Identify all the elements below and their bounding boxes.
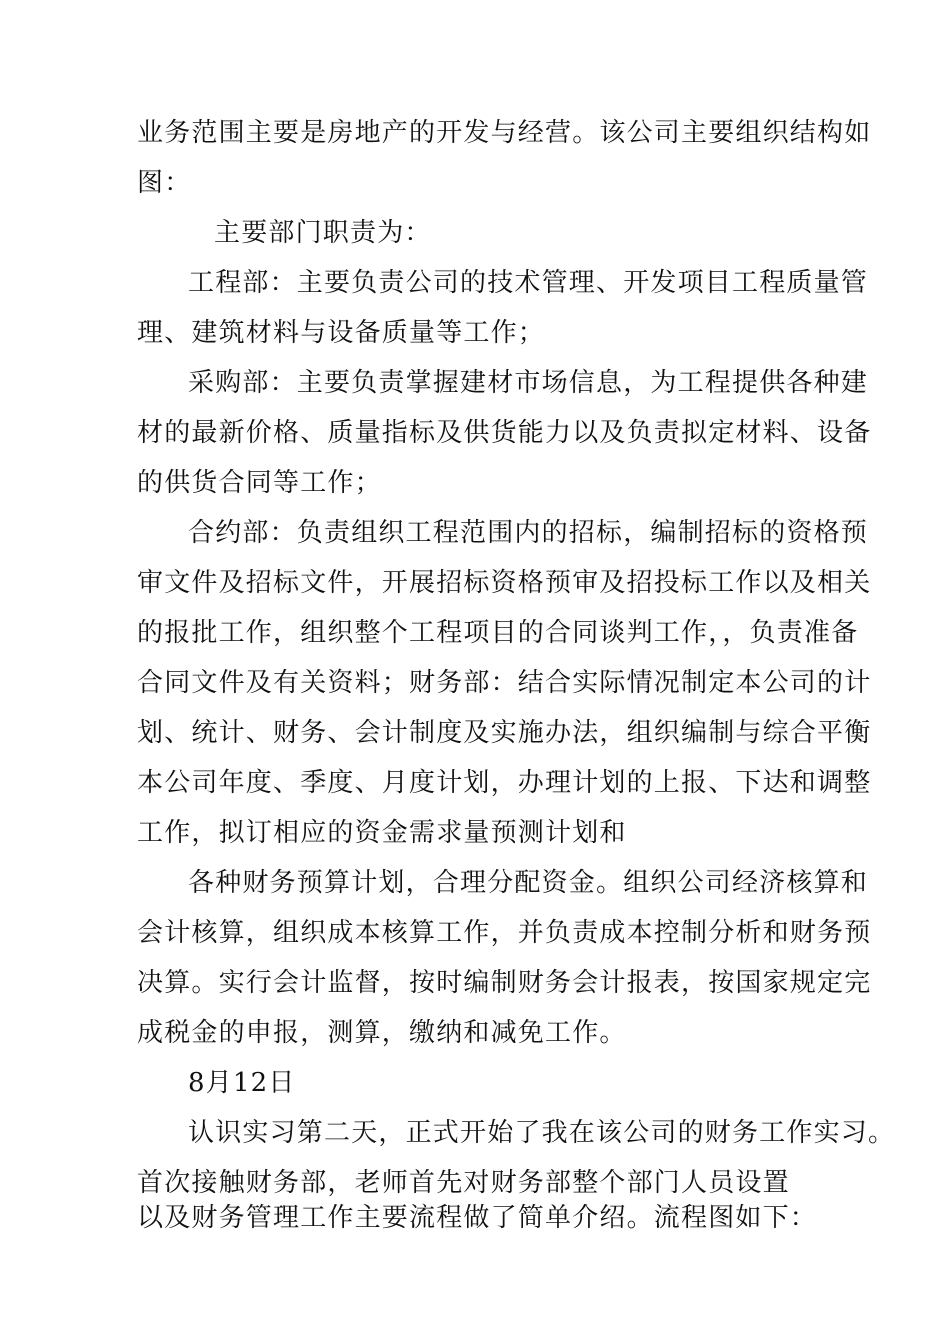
body-text-line: 工程部：主要负责公司的技术管理、开发项目工程质量管 (188, 268, 869, 298)
body-text-line: 成税金的申报，测算，缴纳和减免工作。 (137, 1018, 627, 1048)
body-text-line: 认识实习第二天，正式开始了我在该公司的财务工作实习。 (188, 1118, 896, 1148)
body-text-line: 审文件及招标文件，开展招标资格预审及招投标工作以及相关 (137, 568, 872, 598)
body-text-line: 各种财务预算计划，合理分配资金。组织公司经济核算和 (188, 868, 869, 898)
body-text-line: 材的最新价格、质量指标及供货能力以及负责拟定材料、设备 (137, 418, 872, 448)
body-text-line: 采购部：主要负责掌握建材市场信息，为工程提供各种建 (188, 368, 869, 398)
body-text-line: 以及财务管理工作主要流程做了简单介绍。流程图如下： (137, 1203, 818, 1233)
body-text-line: 会计核算，组织成本核算工作，并负责成本控制分析和财务预 (137, 918, 872, 948)
body-text-line: 工作，拟订相应的资金需求量预测计划和 (137, 818, 627, 848)
body-text-line: 理、建筑材料与设备质量等工作； (137, 318, 546, 348)
body-text-line: 业务范围主要是房地产的开发与经营。该公司主要组织结构如 (137, 118, 872, 148)
date-heading: 8月12日 (188, 1068, 296, 1098)
body-text-line: 首次接触财务部，老师首先对财务部整个部门人员设置 (137, 1168, 790, 1198)
body-text-line: 合约部：负责组织工程范围内的招标，编制招标的资格预 (188, 518, 869, 548)
body-text-line: 的报批工作，组织整个工程项目的合同谈判工作，，负责准备 (137, 618, 859, 648)
body-text-line: 的供货合同等工作； (137, 468, 382, 498)
body-text-line: 决算。实行会计监督，按时编制财务会计报表，按国家规定完 (137, 968, 872, 998)
body-text-line: 本公司年度、季度、月度计划，办理计划的上报、下达和调整 (137, 768, 872, 798)
body-text-line: 划、统计、财务、会计制度及实施办法，组织编制与综合平衡 (137, 718, 872, 748)
body-text-line: 合同文件及有关资料；财务部：结合实际情况制定本公司的计 (137, 668, 872, 698)
body-text-line: 图： (137, 168, 192, 198)
section-heading: 主要部门职责为： (214, 218, 432, 248)
